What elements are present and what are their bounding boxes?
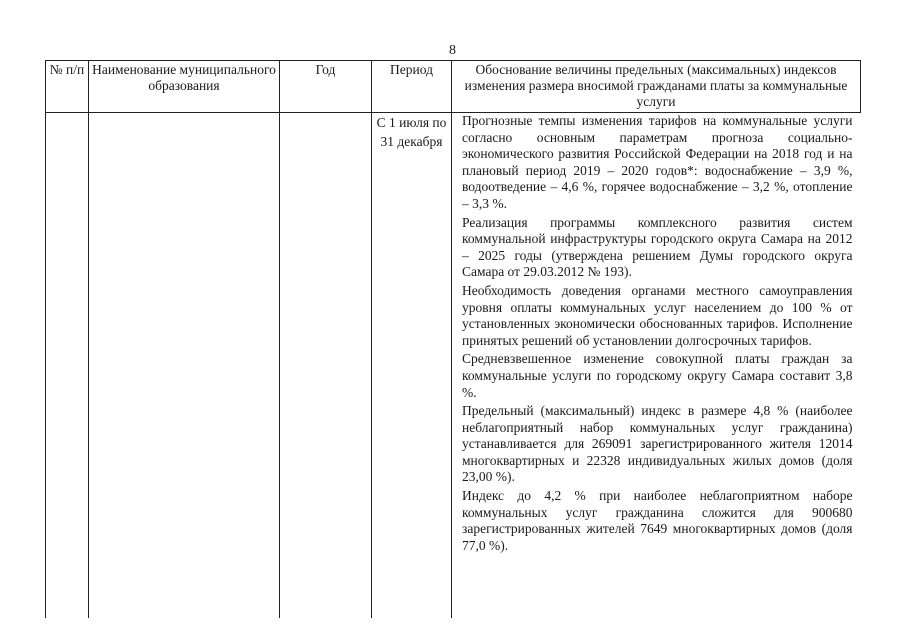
cell-period (372, 113, 452, 618)
cell-year (280, 113, 372, 618)
paragraph-max-index: Предельный (максимальный) индекс в размере 4,8 % (наиболее неблагоприятный набор коммунальных услуг гражданина) устанавливается для 269091 зарегистрированного жителя 12014 многоквартирных и 22328 индивидуальных жилых домов (доля 23,00 %). (462, 403, 853, 485)
header-num: № п/п (46, 61, 89, 113)
period-text: С 1 июля по 31 декабря (376, 115, 447, 149)
header-period: Период (372, 61, 452, 113)
header-year: Год (280, 61, 372, 113)
page-number: 8 (449, 43, 456, 58)
table-header (46, 61, 861, 113)
cell-justification (452, 113, 861, 618)
paragraph-index-distribution: Индекс до 4,2 % при наиболее неблагоприятном наборе коммунальных услуг гражданина сложится для 900680 зарегистрированных жителей 7649 многоквартирных домов (доля 77,0 %). (462, 488, 853, 553)
justification-text (452, 113, 861, 554)
header-municipality: Наименование муниципального образования (89, 61, 280, 113)
cell-municipality (89, 113, 280, 618)
paragraph-payment-level: Необходимость доведения органами местного самоуправления уровня оплаты коммунальных услуг населением до 100 % от установленных экономически обоснованных тарифов. Исполнение принятых решений об установлении долгосрочных тарифов. (462, 282, 853, 348)
table-row (46, 113, 861, 618)
paragraph-tariff-forecast: Прогнозные темпы изменения тарифов на коммунальные услуги согласно основным параметрам прогноза социально-экономического развития Российской Федерации на 2018 год и на плановый период 2019 – 2020 годов*: водоснабжение – 3,9 %, водоотведение – 4,6 %, горячее водоснабжение – 3,2 %, отопление – 3,3 %. (462, 113, 853, 211)
indices-table (45, 60, 861, 618)
paragraph-infrastructure-program: Реализация программы комплексного развития систем коммунальной инфраструктуры городского округа Самара на 2012 – 2025 годы (утверждена решением Думы городского округа Самара от 29.03.2012 № 193). (462, 214, 853, 280)
header-justification: Обоснование величины предельных (максимальных) индексов изменения размера вносимой гражданами платы за коммунальные услуги (452, 61, 861, 113)
cell-num (46, 113, 89, 618)
paragraph-weighted-change: Средневзвешенное изменение совокупной платы граждан за коммунальные услуги по городскому округу Самара составит 3,8 %. (462, 351, 853, 400)
